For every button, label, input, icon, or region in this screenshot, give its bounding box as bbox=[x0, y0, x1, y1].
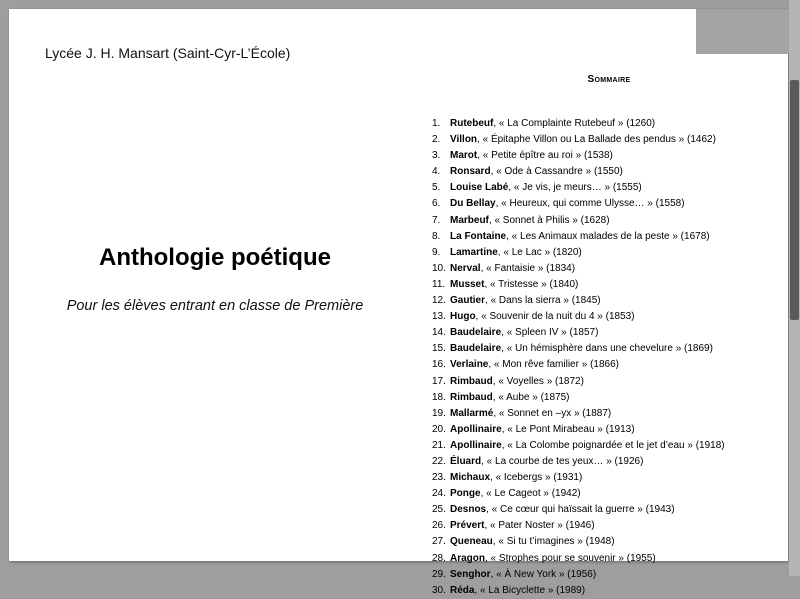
toc-item-number: 14. bbox=[432, 327, 446, 339]
toc-item bbox=[432, 438, 725, 454]
toc-item-work: , « Le Lac » (1820) bbox=[497, 246, 582, 258]
toc-item-author: Baudelaire bbox=[450, 343, 502, 355]
toc-item-work: , « La Complainte Rutebeuf » (1260) bbox=[493, 118, 656, 129]
toc-item bbox=[432, 293, 725, 309]
document-title: Anthologie poétique bbox=[99, 244, 331, 271]
toc-item-work: , « Ce cœur qui haïssait la guerre » (1943) bbox=[486, 504, 675, 516]
toc-item-author: Desnos bbox=[450, 504, 487, 516]
toc-item-work: , « La courbe de tes yeux… » (1926) bbox=[481, 455, 644, 467]
toc-item-work: , « La Colombe poignardée et le jet d’eau » (1918) bbox=[501, 439, 725, 451]
toc-item-author: Ponge bbox=[450, 488, 481, 500]
toc-item bbox=[432, 196, 725, 212]
toc-item-number: 8. bbox=[432, 230, 441, 242]
toc-item-number: 11. bbox=[432, 278, 446, 290]
toc-item-number: 6. bbox=[432, 198, 441, 210]
document-subtitle: Pour les élèves entrant en classe de Première bbox=[66, 298, 364, 314]
toc-item bbox=[432, 213, 725, 229]
toc-item-author: Michaux bbox=[450, 472, 491, 484]
toc-item-author: Hugo bbox=[450, 311, 476, 323]
toc-item-author: Apollinaire bbox=[450, 439, 502, 451]
toc-item bbox=[432, 309, 725, 325]
toc-item bbox=[432, 164, 725, 180]
toc-item bbox=[432, 583, 725, 599]
toc-item bbox=[432, 277, 725, 293]
toc-item-number: 20. bbox=[432, 423, 446, 435]
toc-item-author: Rimbaud bbox=[450, 375, 493, 387]
toc-item-work: , « Voyelles » (1872) bbox=[492, 375, 584, 387]
toc-item-author: Baudelaire bbox=[450, 327, 502, 339]
toc-item-author: Senghor bbox=[450, 568, 491, 580]
toc-item-author: Réda bbox=[450, 584, 475, 596]
toc-item bbox=[432, 470, 725, 486]
toc-item-work: , « Tristesse » (1840) bbox=[484, 278, 579, 290]
toc-item bbox=[432, 261, 725, 277]
toc-item-number: 28. bbox=[432, 552, 446, 564]
toc-item-work: , « Strophes pour se souvenir » (1955) bbox=[485, 552, 656, 564]
toc-item-number: 23. bbox=[432, 472, 446, 484]
toc-item-author: Queneau bbox=[450, 536, 493, 548]
toc-item-number: 4. bbox=[432, 166, 441, 178]
toc-item-number: 22. bbox=[432, 455, 446, 467]
toc-item-number: 19. bbox=[432, 407, 446, 419]
toc-item-number: 29. bbox=[432, 568, 446, 580]
toc-item-work: , « Souvenir de la nuit du 4 » (1853) bbox=[475, 311, 635, 323]
toc-item-work: , « Je vis, je meurs… » (1555) bbox=[508, 182, 642, 194]
toc-item-work: , « Le Pont Mirabeau » (1913) bbox=[501, 423, 635, 435]
toc-item-work: , « Icebergs » (1931) bbox=[490, 472, 583, 484]
toc-item-number: 12. bbox=[432, 295, 446, 307]
page-thumbnail-corner[interactable] bbox=[696, 9, 797, 54]
toc-item-work: , « Heureux, qui comme Ulysse… » (1558) bbox=[495, 198, 685, 210]
toc-item-author: Rutebeuf bbox=[450, 118, 494, 129]
toc-item bbox=[432, 502, 725, 518]
toc-item bbox=[432, 245, 725, 261]
toc-item-author: Éluard bbox=[450, 455, 482, 467]
school-name: Lycée J. H. Mansart (Saint-Cyr-L’École) bbox=[45, 45, 291, 61]
toc-item-number: 9. bbox=[432, 246, 441, 258]
toc-item-author: Rimbaud bbox=[450, 391, 493, 403]
toc-item bbox=[432, 229, 725, 245]
vertical-scrollbar[interactable] bbox=[789, 0, 800, 576]
document-page bbox=[9, 9, 788, 596]
toc-item-author: Prévert bbox=[450, 520, 485, 532]
toc-item bbox=[432, 132, 725, 148]
toc-item-number: 1. bbox=[432, 118, 441, 129]
toc-item-work: , « Un hémisphère dans une chevelure » (1869) bbox=[501, 343, 713, 355]
toc-item-number: 10. bbox=[432, 262, 446, 274]
toc-item bbox=[432, 374, 725, 390]
table-of-contents bbox=[432, 116, 725, 599]
toc-item-author: Verlaine bbox=[450, 359, 489, 371]
toc-item-work: , « À New York » (1956) bbox=[490, 568, 597, 580]
toc-item bbox=[432, 518, 725, 534]
toc-item-author: Lamartine bbox=[450, 246, 498, 258]
toc-item-number: 25. bbox=[432, 504, 446, 516]
toc-item-author: Mallarmé bbox=[450, 407, 494, 419]
toc-item-number: 15. bbox=[432, 343, 446, 355]
toc-item-work: , « Le Cageot » (1942) bbox=[480, 488, 581, 500]
toc-item-number: 16. bbox=[432, 359, 446, 371]
scrollbar-thumb[interactable] bbox=[790, 80, 799, 320]
toc-item-number: 3. bbox=[432, 150, 441, 162]
toc-item-number: 24. bbox=[432, 488, 446, 500]
toc-item-work: , « Sonnet en –yx » (1887) bbox=[493, 407, 612, 419]
toc-item-author: Musset bbox=[450, 278, 485, 290]
toc-item bbox=[432, 341, 725, 357]
toc-item-number: 18. bbox=[432, 391, 446, 403]
toc-item-work: , « Aube » (1875) bbox=[492, 391, 570, 403]
toc-item-author: Ronsard bbox=[450, 166, 491, 178]
toc-item-work: , « Les Animaux malades de la peste » (1678) bbox=[506, 230, 710, 242]
toc-item-author: Apollinaire bbox=[450, 423, 502, 435]
toc-item bbox=[432, 148, 725, 164]
toc-item-number: 26. bbox=[432, 520, 446, 532]
toc-item bbox=[432, 406, 725, 422]
toc-item bbox=[432, 551, 725, 567]
toc-item bbox=[432, 325, 725, 341]
toc-item-number: 27. bbox=[432, 536, 446, 548]
toc-item bbox=[432, 390, 725, 406]
toc-item-number: 5. bbox=[432, 182, 441, 194]
toc-item-work: , « Épitaphe Villon ou La Ballade des pendus » (1462) bbox=[477, 134, 716, 146]
toc-item-author: Aragon bbox=[450, 552, 485, 564]
toc-item-author: Du Bellay bbox=[450, 198, 496, 210]
toc-item-work: , « La Bicyclette » (1989) bbox=[474, 584, 586, 596]
toc-item-author: La Fontaine bbox=[450, 230, 507, 242]
toc-heading: Sommaire bbox=[587, 74, 631, 85]
toc-item-number: 30. bbox=[432, 584, 446, 596]
toc-item-number: 7. bbox=[432, 214, 441, 226]
toc-item-author: Nerval bbox=[450, 262, 481, 274]
toc-item-author: Louise Labé bbox=[450, 182, 509, 194]
toc-item-work: , « Si tu t’imagines » (1948) bbox=[492, 536, 615, 548]
toc-item bbox=[432, 357, 725, 373]
toc-item-work: , « Dans la sierra » (1845) bbox=[485, 295, 601, 307]
toc-item bbox=[432, 486, 725, 502]
toc-item bbox=[432, 116, 725, 132]
toc-item-work: , « Spleen IV » (1857) bbox=[501, 327, 599, 339]
toc-item-work: , « Fantaisie » (1834) bbox=[480, 262, 576, 274]
toc-item-number: 17. bbox=[432, 375, 446, 387]
toc-item-author: Marot bbox=[450, 150, 478, 162]
toc-item bbox=[432, 454, 725, 470]
toc-item bbox=[432, 422, 725, 438]
toc-item-work: , « Petite épître au roi » (1538) bbox=[477, 150, 613, 162]
toc-item-number: 2. bbox=[432, 134, 441, 146]
toc-item-author: Gautier bbox=[450, 295, 486, 307]
toc-item-author: Marbeuf bbox=[450, 214, 489, 226]
toc-item bbox=[432, 567, 725, 583]
toc-item-work: , « Sonnet à Philis » (1628) bbox=[488, 214, 610, 226]
toc-item-number: 21. bbox=[432, 439, 446, 451]
toc-item-author: Villon bbox=[450, 134, 478, 146]
toc-item-work: , « Ode à Cassandre » (1550) bbox=[490, 166, 623, 178]
toc-item-work: , « Mon rêve familier » (1866) bbox=[488, 359, 619, 371]
toc-item bbox=[432, 180, 725, 196]
toc-item bbox=[432, 534, 725, 550]
toc-item-work: , « Pater Noster » (1946) bbox=[484, 520, 595, 532]
toc-item-number: 13. bbox=[432, 311, 446, 323]
